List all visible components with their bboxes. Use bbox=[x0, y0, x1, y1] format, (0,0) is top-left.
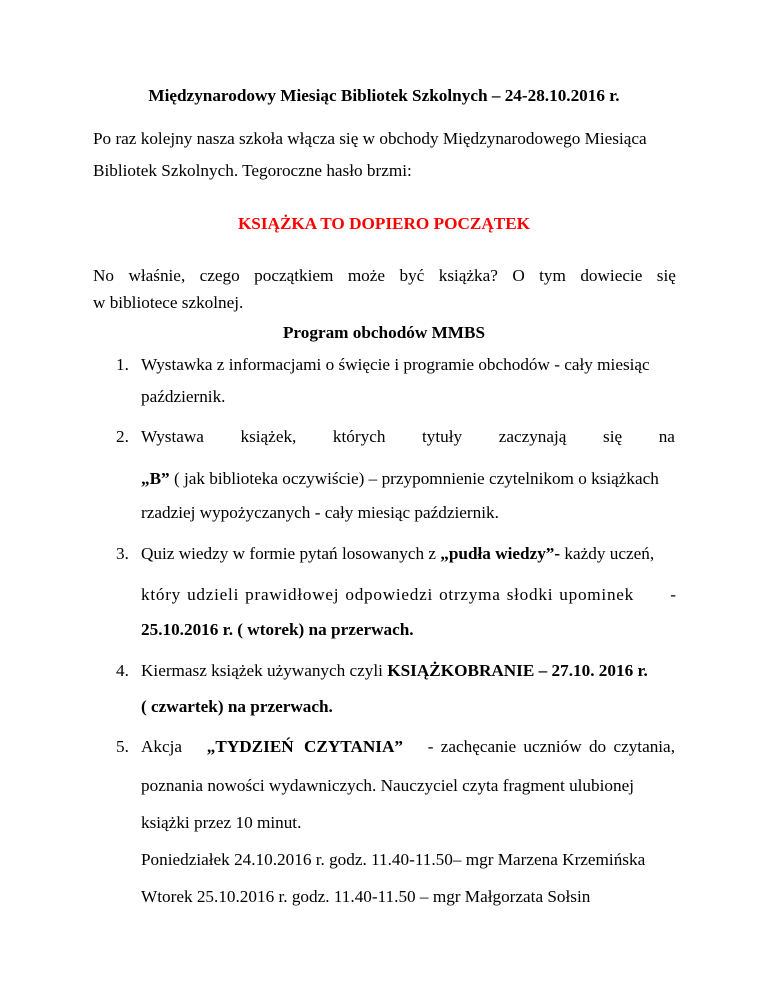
word: zaczynają bbox=[498, 427, 567, 446]
item-5-line-1-post: - zachęcanie uczniów do czytania, bbox=[427, 737, 675, 756]
item-3-line-1 bbox=[141, 544, 654, 564]
reading-week-name: „TYDZIEŃ CZYTANIA” bbox=[206, 737, 403, 756]
word: książka? bbox=[438, 266, 498, 285]
word: No bbox=[93, 266, 115, 285]
word: się bbox=[656, 266, 676, 285]
word: Wystawa bbox=[141, 427, 204, 446]
item-3-line-2 bbox=[141, 585, 676, 605]
slogan: KSIĄŻKA TO DOPIERO POCZĄTEK bbox=[237, 214, 531, 233]
word: początkiem bbox=[254, 266, 334, 285]
item-4-line-1 bbox=[141, 661, 648, 681]
word: na bbox=[658, 427, 675, 446]
word: O bbox=[512, 266, 525, 285]
word: tym bbox=[539, 266, 566, 285]
item-4-line-2: ( czwartek) na przerwach. bbox=[141, 697, 333, 716]
item-number: 3. bbox=[116, 544, 129, 563]
item-5-line-3: książki przez 10 minut. bbox=[141, 813, 302, 832]
item-3-line-2-dash: - bbox=[670, 585, 676, 604]
item-3-line-2-text: który udzieli prawidłowej odpowiedzi otrzyma słodki upominek bbox=[141, 585, 635, 604]
item-2-line-2-rest: ( jak biblioteka oczywiście) – przypomnienie czytelnikom o książkach bbox=[169, 469, 659, 488]
item-2-line-2 bbox=[141, 469, 659, 489]
word: może bbox=[347, 266, 386, 285]
word: być bbox=[399, 266, 425, 285]
item-1-line-2: październik. bbox=[141, 387, 226, 406]
book-fair-name: KSIĄŻKOBRANIE – 27.10. 2016 r. bbox=[387, 661, 648, 680]
word: książek, bbox=[240, 427, 297, 446]
item-number: 2. bbox=[116, 427, 129, 446]
item-2-line-3: rzadziej wypożyczanych - cały miesiąc październik. bbox=[141, 503, 499, 522]
word: czego bbox=[199, 266, 240, 285]
program-heading: Program obchodów MMBS bbox=[282, 323, 486, 342]
item-number: 5. bbox=[116, 737, 129, 756]
word: się bbox=[603, 427, 623, 446]
word: których bbox=[332, 427, 386, 446]
question-line-2: w bibliotece szkolnej. bbox=[93, 293, 244, 312]
intro-line-2: Bibliotek Szkolnych. Tegoroczne hasło brzmi: bbox=[93, 161, 412, 180]
schedule-tuesday: Wtorek 25.10.2016 r. godz. 11.40-11.50 – mgr Małgorzata Sołsin bbox=[141, 887, 591, 906]
item-number: 1. bbox=[116, 355, 129, 374]
intro-line-1: Po raz kolejny nasza szkoła włącza się w obchody Międzynarodowego Miesiąca bbox=[93, 129, 647, 148]
item-5-line-1-pre: Akcja bbox=[141, 737, 183, 756]
question-line-1 bbox=[93, 266, 676, 286]
word: dowiecie bbox=[580, 266, 643, 285]
word: tytuły bbox=[422, 427, 463, 446]
document-title: Międzynarodowy Miesiąc Bibliotek Szkolnych – 24-28.10.2016 r. bbox=[148, 86, 620, 105]
item-4-line-1-pre: Kiermasz książek używanych czyli bbox=[141, 661, 388, 680]
item-5-line-2: poznania nowości wydawniczych. Nauczyciel czyta fragment ulubionej bbox=[141, 776, 634, 795]
item-number: 4. bbox=[116, 661, 129, 680]
item-5-line-1 bbox=[141, 737, 675, 757]
item-3-line-3: 25.10.2016 r. ( wtorek) na przerwach. bbox=[141, 620, 414, 639]
item-3-line-1-pre: Quiz wiedzy w formie pytań losowanych z bbox=[141, 544, 441, 563]
schedule-monday: Poniedziałek 24.10.2016 r. godz. 11.40-11.50– mgr Marzena Krzemińska bbox=[141, 850, 646, 869]
quiz-box-label: „pudła wiedzy”- bbox=[440, 544, 561, 563]
word: właśnie, bbox=[128, 266, 186, 285]
item-3-line-1-post: każdy uczeń, bbox=[560, 544, 655, 563]
letter-b: „B” bbox=[141, 469, 170, 488]
item-1-line-1: Wystawka z informacjami o święcie i programie obchodów - cały miesiąc bbox=[141, 355, 650, 374]
item-2-line-1 bbox=[141, 427, 675, 447]
